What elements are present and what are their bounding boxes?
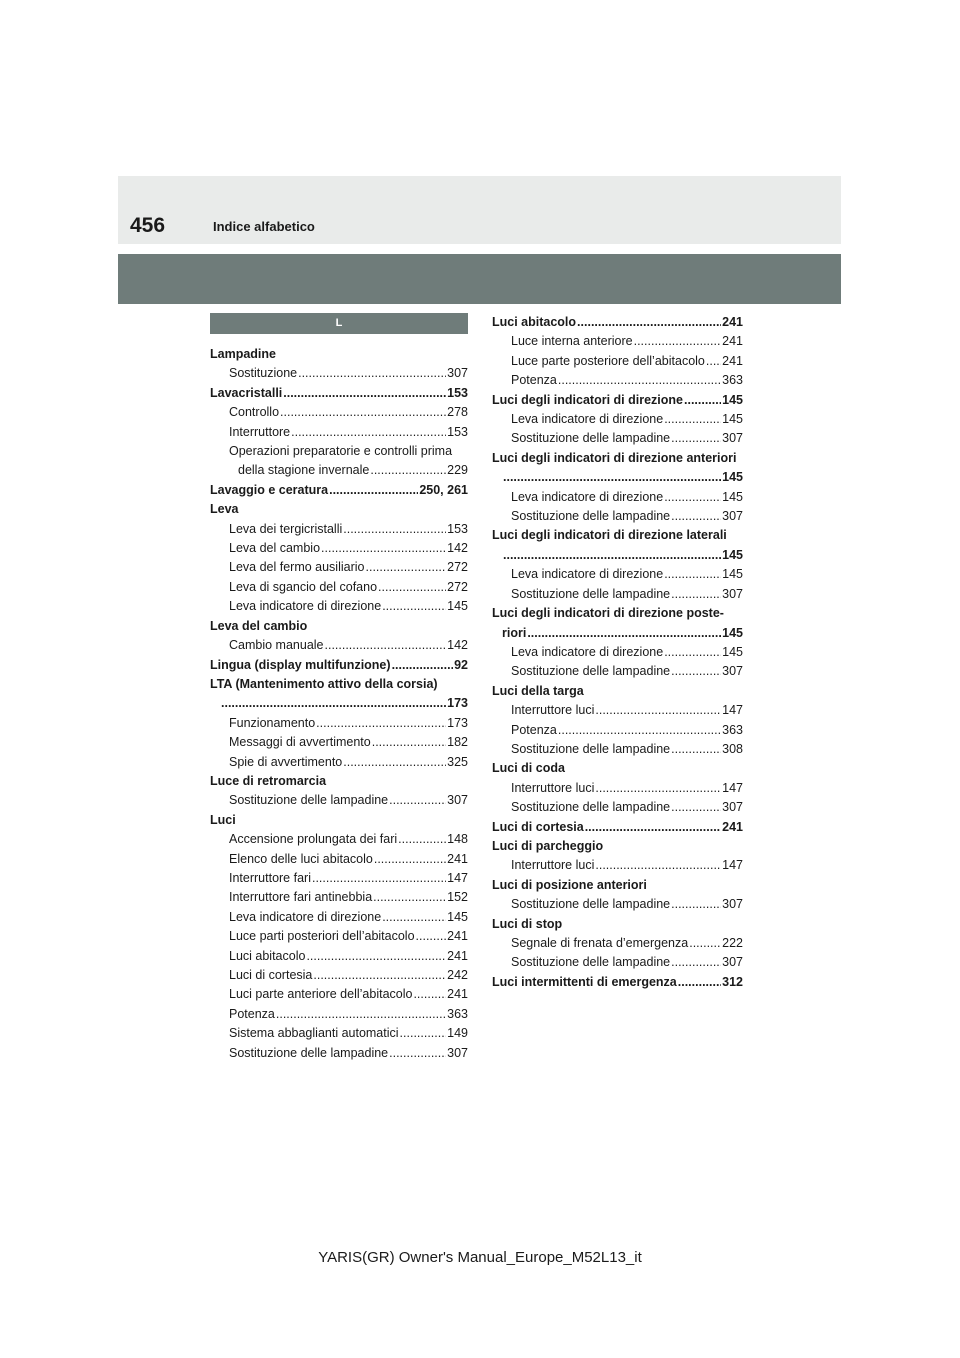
index-entry (492, 604, 743, 623)
dot-leader (503, 546, 721, 565)
index-entry (492, 585, 743, 604)
index-entry (492, 332, 743, 351)
entry-page: 229 (447, 463, 468, 478)
index-entry (492, 565, 743, 584)
index-entry (210, 520, 468, 539)
index-entry (210, 753, 468, 772)
entry-label: Luci degli indicatori di direzione laterali (492, 528, 727, 543)
index-entry (492, 915, 743, 934)
entry-label: Potenza (511, 722, 557, 737)
entry-label: Interruttore fari (229, 870, 311, 885)
entry-page: 145 (447, 599, 468, 614)
entry-page: 241 (447, 851, 468, 866)
dot-leader (313, 966, 446, 985)
entry-page: 145 (722, 412, 743, 427)
index-entry (492, 682, 743, 701)
index-entry (210, 675, 468, 694)
index-entry (492, 779, 743, 798)
entry-label: Lampadine (210, 347, 276, 361)
dot-leader (400, 1024, 447, 1043)
dot-leader (280, 403, 446, 422)
index-entry (210, 694, 468, 713)
index-entry (492, 934, 743, 953)
index-entry (210, 345, 468, 364)
entry-label: Sostituzione delle lampadine (511, 586, 671, 601)
index-entry (492, 973, 743, 992)
index-column-right (492, 313, 743, 992)
index-column-left (210, 313, 468, 1063)
entry-label: Luce interna anteriore (511, 334, 633, 349)
dot-leader (671, 429, 721, 448)
entry-label: Interruttore fari antinebbia (229, 890, 373, 905)
index-entry (210, 1005, 468, 1024)
entry-page: 307 (722, 586, 743, 601)
entry-page: 307 (447, 366, 468, 381)
index-entry (492, 837, 743, 856)
dot-leader (343, 520, 446, 539)
dot-leader (416, 927, 447, 946)
index-entry (492, 352, 743, 371)
dot-leader (382, 597, 446, 616)
entry-page: 307 (722, 897, 743, 912)
entry-label: della stagione invernale (238, 463, 370, 478)
entry-label: Luci (210, 812, 236, 827)
entry-page: 153 (447, 385, 468, 400)
index-entry (492, 410, 743, 429)
entry-page: 307 (447, 793, 468, 808)
dot-leader (370, 461, 446, 480)
entry-label: Sostituzione (229, 366, 298, 381)
entry-label: Luci di parcheggio (492, 838, 604, 853)
index-entry (210, 442, 468, 461)
entry-label: Sostituzione delle lampadine (511, 897, 671, 912)
dot-leader (503, 468, 721, 487)
dot-leader (306, 947, 446, 966)
entry-label: Elenco delle luci abitacolo (229, 851, 373, 866)
entry-label: Leva (210, 502, 239, 517)
entry-page: 147 (722, 703, 743, 718)
index-entry (210, 733, 468, 752)
index-entry (210, 791, 468, 810)
index-entry (492, 526, 743, 545)
dot-leader (585, 818, 721, 837)
index-entry (210, 384, 468, 403)
index-entry (492, 313, 743, 332)
dot-leader (298, 364, 446, 383)
entry-label: Sostituzione delle lampadine (511, 431, 671, 446)
index-entry (210, 539, 468, 558)
entry-label: Leva indicatore di direzione (511, 644, 664, 659)
dot-leader (706, 352, 721, 371)
page-number: 456 (130, 214, 166, 237)
dot-leader (283, 384, 446, 403)
index-entry (492, 429, 743, 448)
index-entry (210, 772, 468, 791)
entry-page: 272 (447, 579, 468, 594)
entry-label: Leva del cambio (229, 541, 321, 556)
entry-page: 307 (722, 800, 743, 815)
entry-page: 145 (722, 547, 743, 562)
index-entry (210, 947, 468, 966)
dot-leader (374, 850, 446, 869)
dot-leader (413, 985, 446, 1004)
entry-label: Sistema abbaglianti automatici (229, 1026, 399, 1041)
index-entry (210, 888, 468, 907)
index-entry (492, 624, 743, 643)
entry-label: Luci di cortesia (492, 819, 584, 834)
index-entry (492, 371, 743, 390)
index-entry (492, 488, 743, 507)
index-entry (492, 662, 743, 681)
index-entry (210, 850, 468, 869)
entry-label: Luce di retromarcia (210, 773, 327, 788)
entry-page: 149 (447, 1026, 468, 1041)
index-entry (492, 449, 743, 468)
dot-leader (378, 578, 446, 597)
entry-label: Potenza (511, 373, 557, 388)
entry-page: 145 (722, 392, 743, 407)
entry-label: Leva del cambio (210, 618, 308, 633)
index-entry (492, 507, 743, 526)
entry-page: 147 (447, 870, 468, 885)
index-entry (210, 403, 468, 422)
entry-page: 312 (722, 974, 743, 989)
entry-label: Interruttore luci (511, 858, 595, 873)
index-entry (210, 597, 468, 616)
dot-leader (372, 733, 446, 752)
entry-label: Sostituzione delle lampadine (511, 741, 671, 756)
entry-page: 145 (722, 470, 743, 485)
entry-page: 145 (722, 489, 743, 504)
entry-label: Luci abitacolo (229, 948, 306, 963)
dot-leader (276, 1005, 446, 1024)
entry-label: Luci abitacolo (492, 315, 577, 329)
entry-label: Operazioni preparatorie e controlli prima (229, 444, 453, 459)
entry-label: Leva indicatore di direzione (511, 489, 664, 504)
entry-page: 308 (722, 741, 743, 756)
entry-page: 363 (722, 722, 743, 737)
index-entry (210, 364, 468, 383)
dot-leader (634, 332, 722, 351)
dot-leader (664, 410, 721, 429)
dot-leader (671, 507, 721, 526)
dot-leader (527, 624, 721, 643)
dot-leader (398, 830, 446, 849)
entry-label: Sostituzione delle lampadine (511, 664, 671, 679)
entry-label: Luci intermittenti di emergenza (492, 974, 677, 989)
entry-page: 307 (722, 664, 743, 679)
entry-label: Leva indicatore di direzione (511, 567, 664, 582)
dot-leader (664, 488, 721, 507)
index-entry (210, 869, 468, 888)
index-entry (210, 617, 468, 636)
entry-label: Lingua (display multifunzione) (210, 657, 391, 672)
dot-leader (366, 558, 447, 577)
dot-leader (373, 888, 446, 907)
entry-label: Leva indicatore di direzione (229, 599, 382, 614)
dot-leader (671, 895, 721, 914)
dot-leader (389, 1044, 446, 1063)
entry-page: 241 (447, 948, 468, 963)
entry-page: 142 (447, 638, 468, 653)
dot-leader (595, 701, 721, 720)
entry-label: Sostituzione delle lampadine (229, 793, 389, 808)
entry-page: 242 (447, 968, 468, 982)
dot-leader (382, 908, 446, 927)
entry-label: Leva di sgancio del cofano (229, 579, 378, 594)
index-entry (210, 656, 468, 675)
index-entry (492, 818, 743, 837)
entry-page: 250, 261 (419, 482, 468, 497)
section-title: Indice alfabetico (213, 219, 315, 234)
entry-label: Luci della targa (492, 683, 584, 698)
entry-page: 147 (722, 780, 743, 795)
entry-page: 272 (447, 560, 468, 575)
entry-page: 222 (722, 936, 743, 950)
dot-leader (678, 973, 721, 992)
dot-leader (392, 656, 454, 675)
index-entry (210, 636, 468, 655)
entry-page: 153 (447, 521, 468, 536)
dot-leader (671, 953, 721, 972)
entry-page: 278 (447, 405, 468, 420)
dot-leader (671, 662, 721, 681)
entry-page: 241 (722, 315, 743, 329)
entry-label: Luci degli indicatori di direzione anteriori (492, 450, 737, 465)
entry-label: Luci degli indicatori di direzione (492, 392, 683, 407)
entry-page: 153 (447, 424, 468, 439)
header-grey-bar (118, 254, 841, 304)
left-entries (210, 345, 468, 1063)
index-entry (492, 759, 743, 778)
entry-label: Interruttore luci (511, 780, 595, 795)
index-entry (210, 423, 468, 442)
entry-label: Leva indicatore di direzione (229, 909, 382, 924)
entry-page: 241 (722, 334, 743, 349)
dot-leader (558, 721, 721, 740)
right-entries (492, 313, 743, 992)
dot-leader (343, 753, 446, 772)
entry-label: Accensione prolungata dei fari (229, 832, 398, 847)
index-entry (210, 578, 468, 597)
index-entry (492, 856, 743, 875)
entry-label: LTA (Mantenimento attivo della corsia) (210, 676, 438, 691)
index-entry (492, 643, 743, 662)
entry-page: 182 (447, 735, 468, 750)
entry-label: Sostituzione delle lampadine (511, 955, 671, 970)
entry-page: 145 (447, 909, 468, 924)
index-entry (210, 558, 468, 577)
index-entry (210, 811, 468, 830)
index-entry (492, 876, 743, 895)
index-entry (492, 740, 743, 759)
index-entry (492, 468, 743, 487)
index-entry (210, 830, 468, 849)
index-entry (210, 461, 468, 480)
index-entry (492, 546, 743, 565)
index-entry (492, 721, 743, 740)
entry-label: Leva dei tergicristalli (229, 521, 343, 536)
dot-leader (291, 423, 446, 442)
entry-label: Luci di coda (492, 761, 565, 776)
entry-page: 145 (722, 567, 743, 582)
dot-leader (329, 481, 418, 500)
entry-label: Leva del fermo ausiliario (229, 560, 365, 575)
entry-page: 145 (722, 644, 743, 659)
entry-page: 363 (447, 1006, 468, 1021)
dot-leader (671, 740, 721, 759)
entry-page: 152 (447, 890, 468, 905)
dot-leader (558, 371, 721, 390)
entry-label: Luci di posizione anteriori (492, 877, 647, 892)
index-entry (492, 391, 743, 410)
entry-label: Funzionamento (229, 715, 316, 730)
index-entry (210, 1044, 468, 1063)
entry-page: 173 (447, 696, 468, 711)
dot-leader (389, 791, 446, 810)
entry-page: 307 (722, 509, 743, 524)
entry-page: 241 (447, 929, 468, 944)
entry-label: Segnale di frenata d’emergenza (511, 936, 689, 950)
entry-label: Lavacristalli (210, 385, 283, 400)
index-entry (210, 985, 468, 1004)
entry-label: Messaggi di avvertimento (229, 735, 371, 750)
index-entry (210, 908, 468, 927)
footer-manual-id: YARIS(GR) Owner's Manual_Europe_M52L13_it (318, 1249, 642, 1266)
index-entry (492, 895, 743, 914)
entry-page: 307 (722, 431, 743, 446)
dot-leader (316, 714, 446, 733)
entry-label: Controllo (229, 405, 280, 420)
entry-label: Luce parte posteriore dell’abitacolo (511, 353, 705, 368)
entry-page: 173 (447, 715, 468, 730)
entry-label: Lavaggio e ceratura (210, 482, 329, 497)
entry-label: riori (502, 625, 527, 640)
entry-label: Interruttore luci (511, 703, 595, 718)
entry-label: Interruttore (229, 424, 291, 439)
entry-label: Cambio manuale (229, 638, 324, 653)
dot-leader (577, 313, 721, 332)
entry-page: 325 (447, 754, 468, 769)
entry-page: 307 (447, 1045, 468, 1060)
entry-page: 241 (447, 987, 468, 1002)
entry-page: 145 (722, 625, 743, 640)
entry-label: Leva indicatore di direzione (511, 412, 664, 427)
letter-heading: L (210, 313, 468, 334)
entry-page: 147 (722, 858, 743, 873)
entry-label: Spie di avvertimento (229, 754, 343, 769)
index-entry (210, 966, 468, 985)
entry-page: 241 (722, 819, 743, 834)
dot-leader (671, 798, 721, 817)
dot-leader (684, 391, 721, 410)
dot-leader (312, 869, 446, 888)
entry-page: 307 (722, 955, 743, 970)
index-entry (210, 927, 468, 946)
index-entry (210, 1024, 468, 1043)
entry-label: Sostituzione delle lampadine (511, 509, 671, 524)
dot-leader (221, 694, 446, 713)
index-entry (492, 798, 743, 817)
dot-leader (595, 779, 721, 798)
entry-label: Sostituzione delle lampadine (511, 800, 671, 815)
dot-leader (689, 934, 721, 953)
entry-label: Luci parte anteriore dell’abitacolo (229, 987, 413, 1002)
dot-leader (595, 856, 721, 875)
index-entry (210, 481, 468, 500)
entry-label: Luci di cortesia (229, 968, 313, 982)
dot-leader (321, 539, 446, 558)
entry-label: Sostituzione delle lampadine (229, 1045, 389, 1060)
entry-label: Luce parti posteriori dell’abitacolo (229, 929, 415, 944)
entry-label: Luci degli indicatori di direzione poste- (492, 606, 724, 621)
dot-leader (325, 636, 447, 655)
entry-page: 241 (722, 353, 743, 368)
dot-leader (664, 565, 721, 584)
index-entry (210, 714, 468, 733)
dot-leader (664, 643, 721, 662)
index-entry (210, 500, 468, 519)
dot-leader (671, 585, 721, 604)
entry-label: Luci di stop (492, 916, 563, 931)
entry-page: 92 (454, 657, 468, 672)
entry-page: 142 (447, 541, 468, 556)
entry-page: 363 (722, 373, 743, 388)
entry-label: Potenza (229, 1006, 275, 1021)
index-entry (492, 953, 743, 972)
index-entry (492, 701, 743, 720)
entry-page: 148 (447, 832, 468, 847)
